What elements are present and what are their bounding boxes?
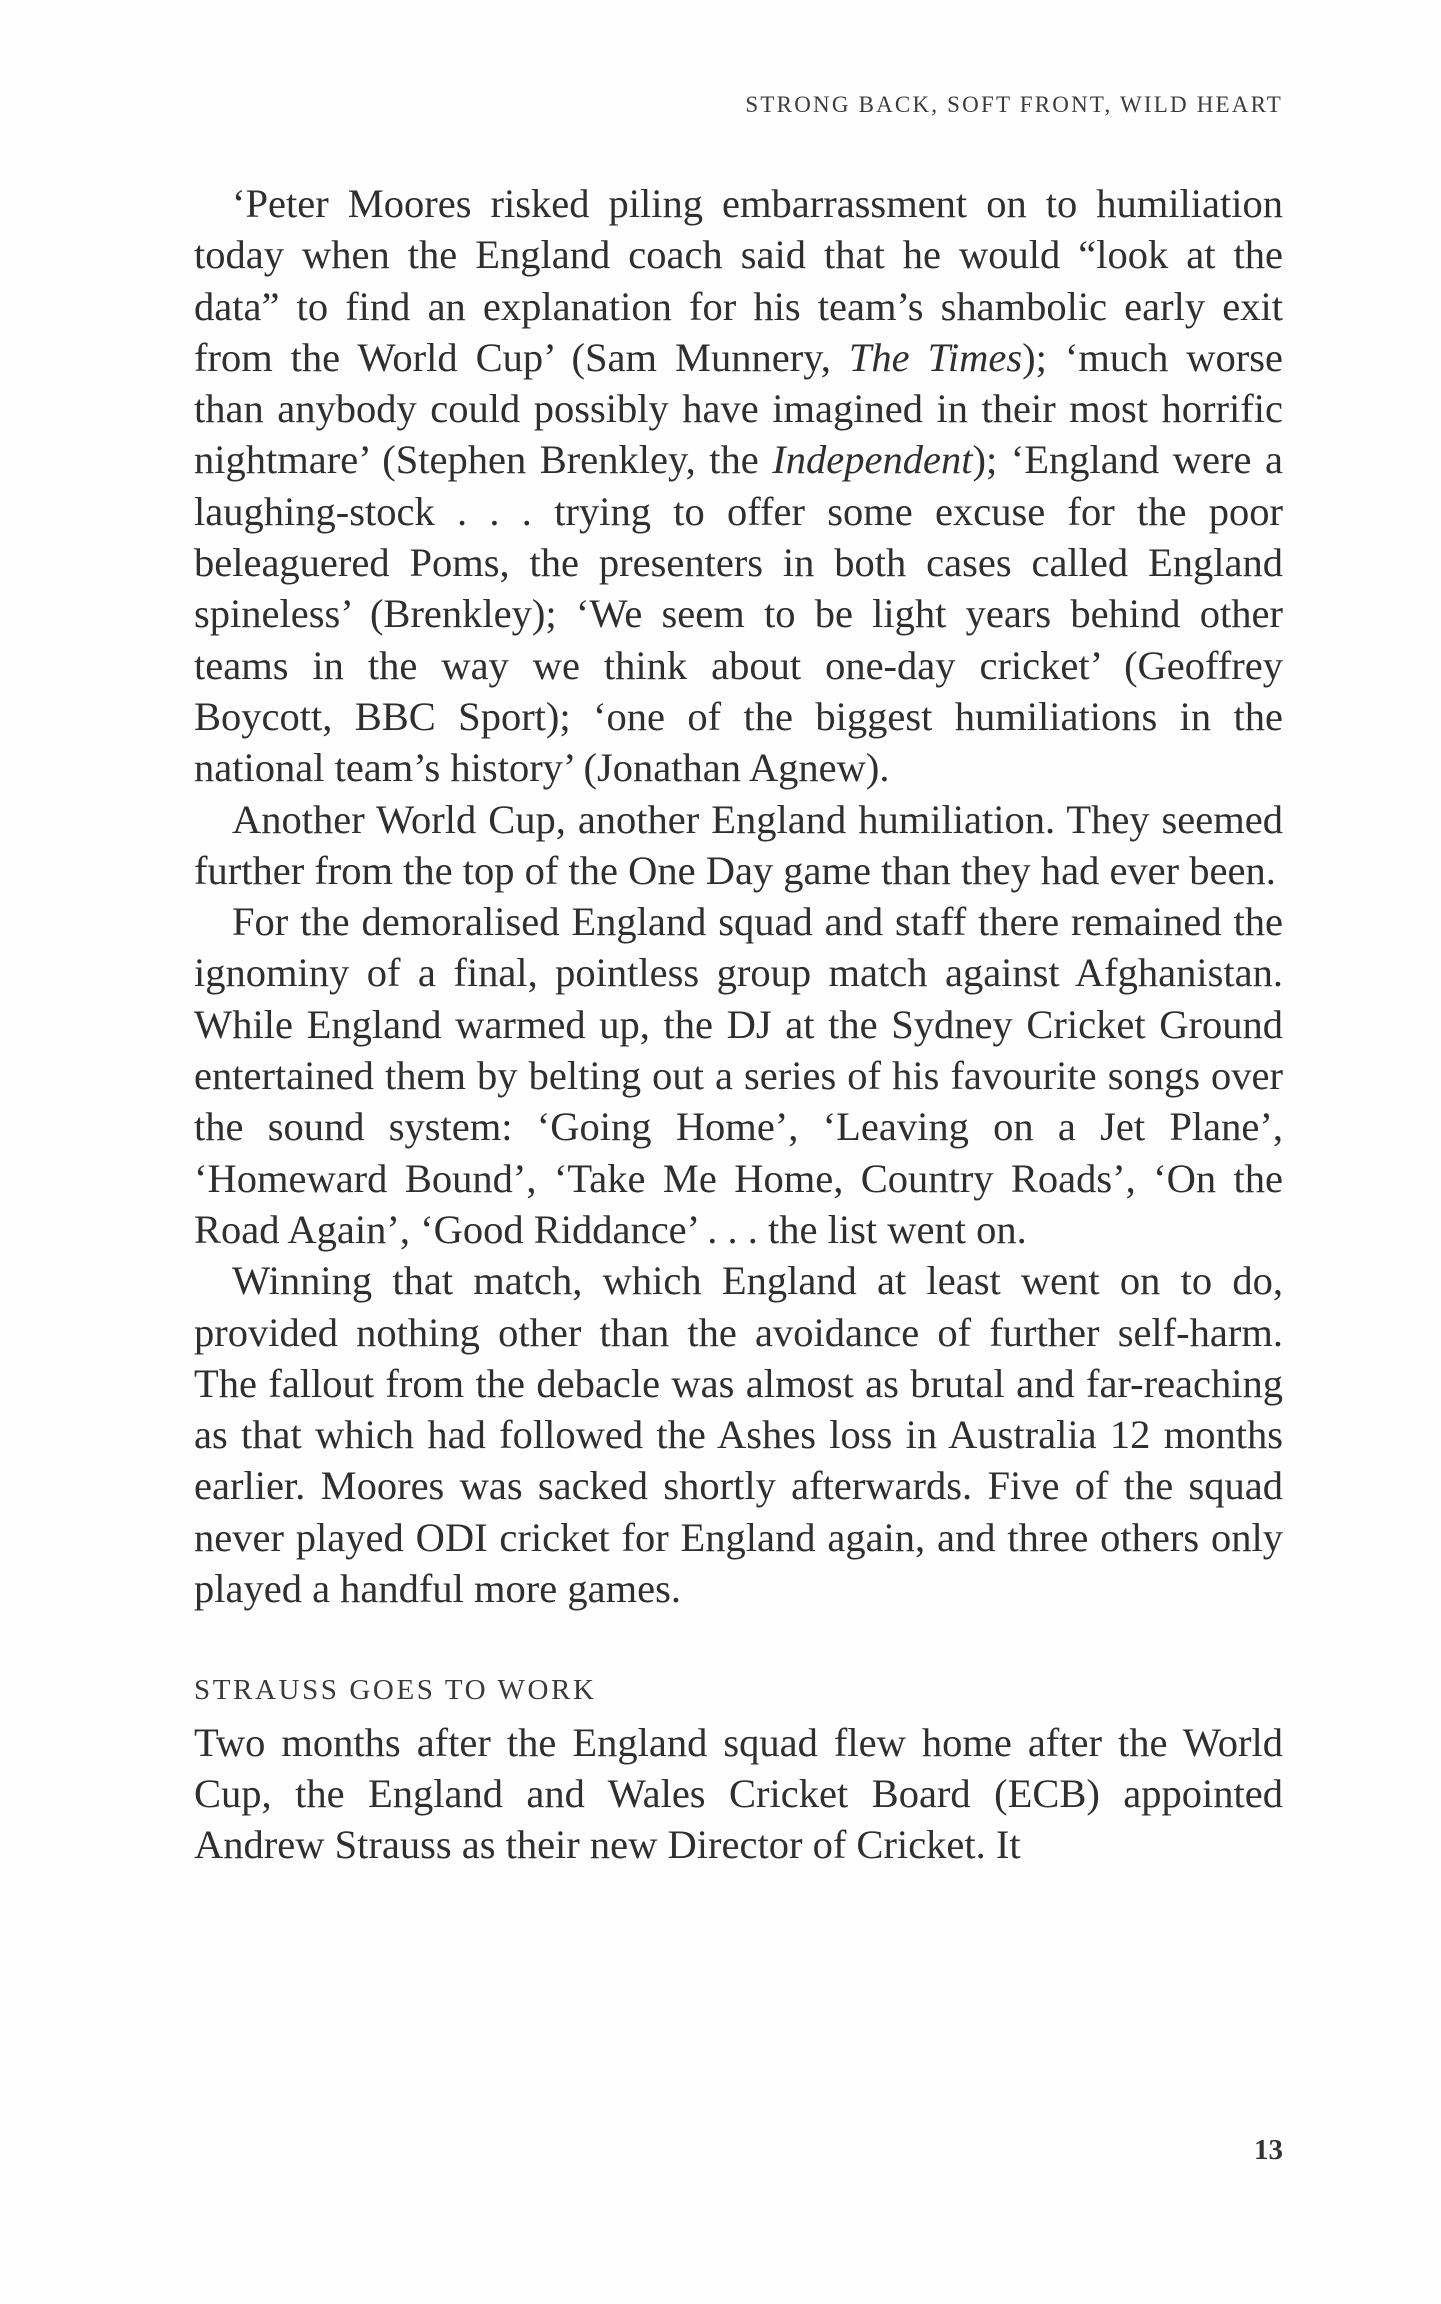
body-text: [194, 178, 1283, 1871]
paragraph-quotes: [194, 178, 1283, 794]
quote-text-1: ‘Peter Moores risked piling embarrassment on to humiliation today when the England coach said that he would “look at the data” to find an explanation for his team’s shambolic early exit from the World Cup’ (Sam Munnery,: [194, 181, 1283, 380]
paragraph-demoralised-squad: For the demoralised England squad and staff there remained the ignominy of a final, pointless group match against Afghanistan. While England warmed up, the DJ at the Sydney Cricket Ground entertained them by belting out a series of his favourite songs over the sound system: ‘Going Home’, ‘Leaving on a Jet Plane’, ‘Homeward Bound’, ‘Take Me Home, Country Roads’, ‘On the Road Again’, ‘Good Riddance’ . . . the list went on.: [194, 899, 1283, 1252]
running-head: STRONG BACK, SOFT FRONT, WILD HEART: [745, 92, 1283, 117]
paragraph-another-world-cup: Another World Cup, another England humiliation. They seemed further from the top of the One Day game than they had ever been.: [194, 796, 1283, 893]
publication-title-independent: Independent: [772, 437, 973, 483]
quote-text-2: ); ‘much worse than anybody could possibly have imagined in their most horrific nightmare’ (Stephen Brenkley, the: [194, 334, 1283, 483]
publication-title-times: The Times: [848, 334, 1023, 380]
paragraph-winning-match: Winning that match, which England at least went on to do, provided nothing other than the avoidance of further self-harm. The fallout from the debacle was almost as brutal and far-reaching as that which had followed the Ashes loss in Australia 12 months earlier. Moores was sacked shortly afterwards. Five of the squad never played ODI cricket for England again, and three others only played a handful more games.: [194, 1258, 1283, 1612]
page-number: 13: [1254, 2134, 1283, 2166]
section-heading: STRAUSS GOES TO WORK: [194, 1674, 597, 1707]
quote-text-3: ); ‘England were a laughing-stock . . . trying to offer some excuse for the poor beleaguered Poms, the presenters in both cases called England spineless’ (Brenkley); ‘We seem to be light years behind other teams in the way we think about one-day cricket’ (Geoffrey Boycott, BBC Sport); ‘one of the biggest humiliations in the national team’s history’ (Jonathan Agnew).: [194, 437, 1283, 791]
paragraph-strauss: Two months after the England squad flew home after the World Cup, the England and Wales Cricket Board (ECB) appointed Andrew Strauss as their new Director of Cricket. It: [194, 1719, 1283, 1868]
